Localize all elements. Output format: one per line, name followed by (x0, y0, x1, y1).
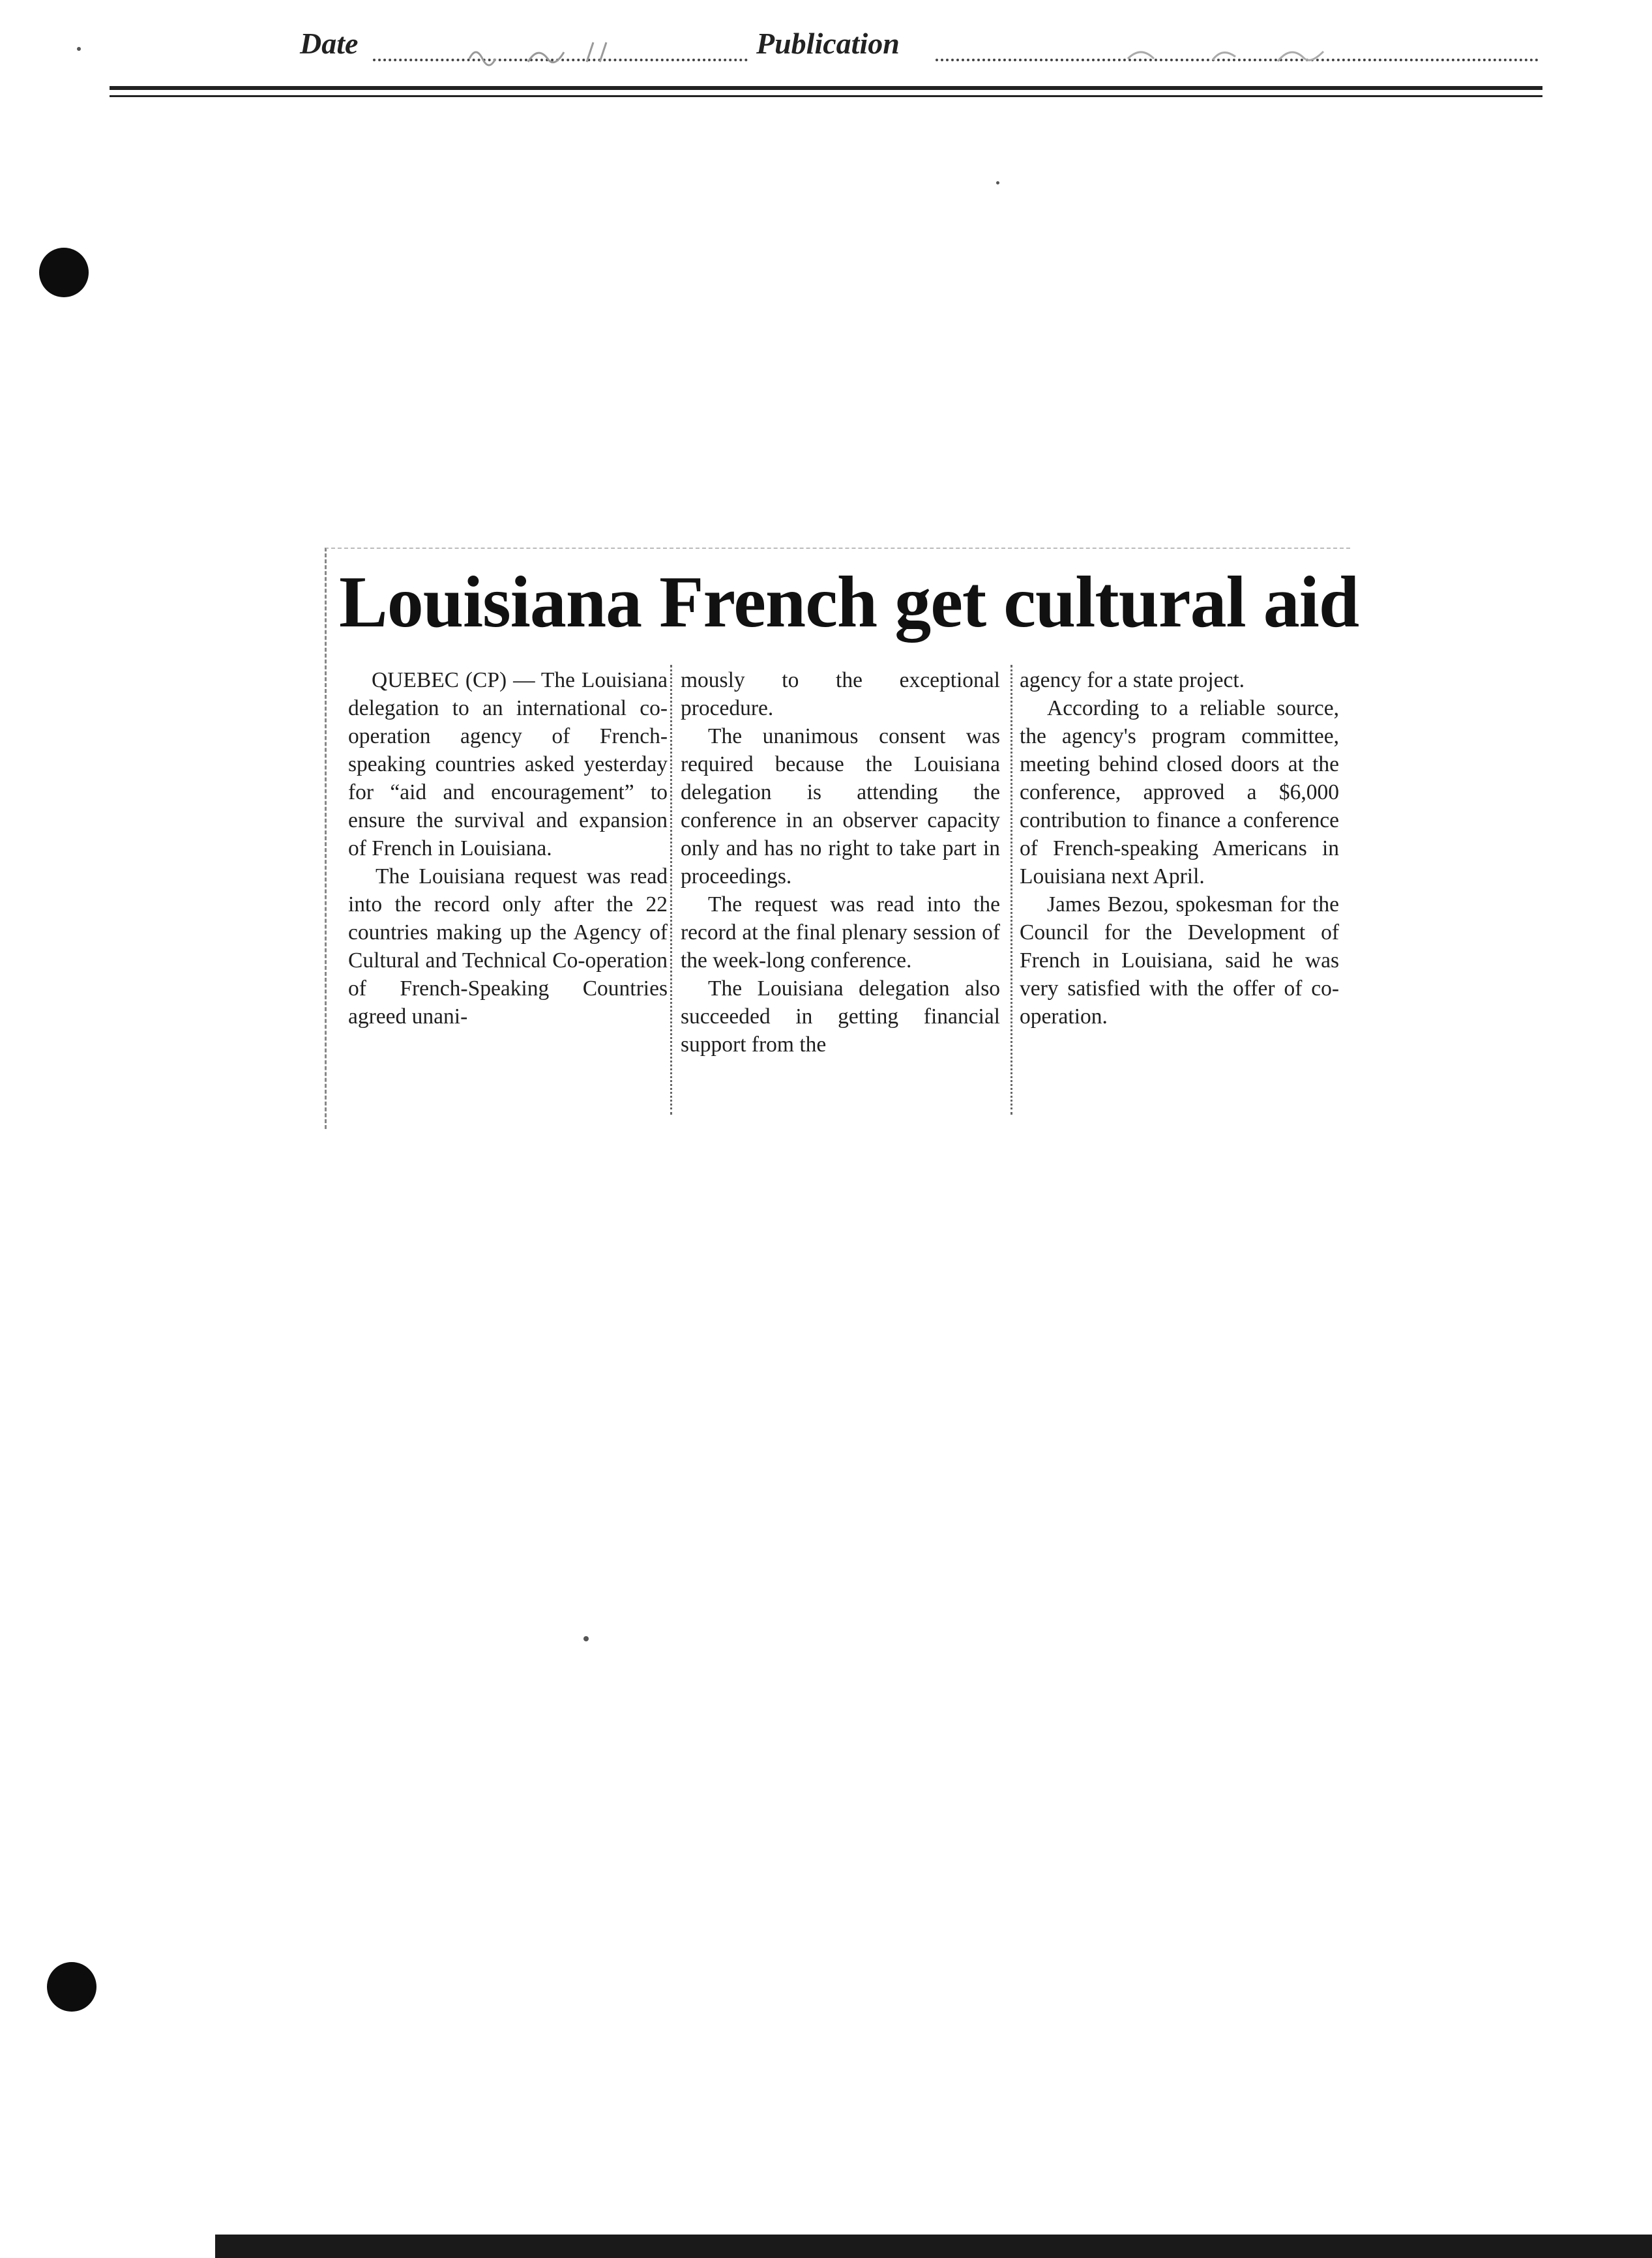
scan-speck (77, 47, 81, 51)
article-paragraph: According to a reliable source, the agency's program committee, meeting behind closed doors at the conference, approved a $6,000 contribution to finance a conference of French-speaking Americans in Louisiana next April. (1020, 696, 1339, 888)
punch-hole-top (39, 248, 89, 297)
article-column-1 (348, 666, 668, 1031)
publication-label: Publication (756, 27, 900, 60)
handwritten-marks (391, 33, 1434, 72)
article-paragraph: agency for a state project. (1020, 668, 1245, 692)
article-column-2 (681, 666, 1000, 1059)
column-separator (1010, 665, 1012, 1115)
article-paragraph: The unanimous consent was required because the Louisiana delegation is attending the conference in an observer capacity only and has no right to take part in proceedings. (681, 724, 1000, 888)
article-paragraph: mously to the exceptional procedure. (681, 668, 1000, 720)
article-paragraph: The request was read into the record at the final plenary session of the week-long conference. (681, 892, 1000, 973)
scan-speck (583, 1636, 589, 1641)
header-rule-thick (110, 86, 1542, 90)
article-paragraph: QUEBEC (CP) — The Louisiana delegation to an international co-operation agency of French-speaking countries asked yesterday for “aid and encouragement” to ensure the survival and expansion of French in Louisiana. (348, 668, 668, 860)
scan-bottom-edge (215, 2235, 1652, 2258)
article-headline: Louisiana French get cultural aid (339, 562, 1359, 643)
punch-hole-bottom (47, 1962, 96, 2012)
article-column-3 (1020, 666, 1339, 1031)
article-paragraph: The Louisiana delegation also succeeded in getting financial support from the (681, 976, 1000, 1057)
scan-speck (996, 181, 999, 184)
article-paragraph: James Bezou, spokesman for the Council for the Development of French in Louisiana, said he was very satisfied with the offer of co-operation. (1020, 892, 1339, 1029)
header-rule-thin (110, 95, 1542, 97)
date-label: Date (300, 27, 359, 60)
column-separator (670, 665, 672, 1115)
article-paragraph: The Louisiana request was read into the record only after the 22 countries making up the Agency of Cultural and Technical Co-operation of French-Speaking Countries agreed unani- (348, 864, 668, 1029)
